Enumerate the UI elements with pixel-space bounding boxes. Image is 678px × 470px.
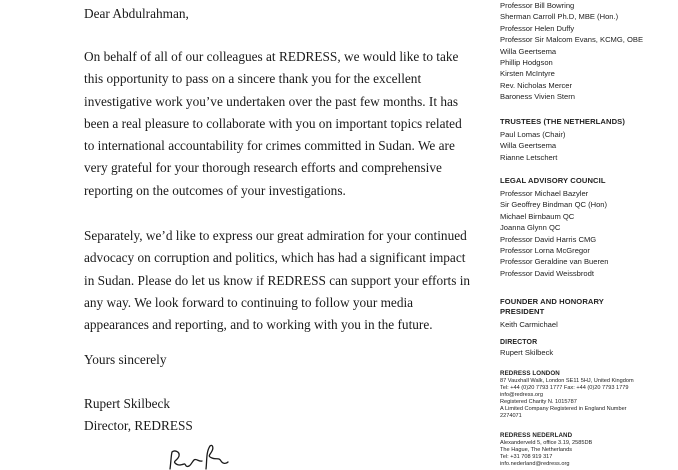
- closing: Yours sincerely: [84, 352, 167, 367]
- trustees-uk-list: [500, 0, 678, 103]
- trustee-name: Baroness Vivien Stern: [500, 92, 575, 102]
- legal-council-heading: LEGAL ADVISORY COUNCIL: [500, 176, 606, 185]
- address-line: Alexanderveld 5, office 3.19, 2585DB: [500, 440, 593, 446]
- redress-nederland-section: [500, 432, 678, 468]
- salutation: Dear Abdulrahman,: [84, 6, 189, 21]
- founder-heading-line2: PRESIDENT: [500, 307, 545, 316]
- address-line: Tel: +44 (0)20 7793 1777 Fax: +44 (0)20 7793 1779: [500, 385, 629, 391]
- address-line: A Limited Company Registered in England Number: [500, 406, 627, 412]
- address-line: The Hague, The Netherlands: [500, 447, 573, 453]
- founder-section: [500, 297, 678, 330]
- trustee-name: Professor Sir Malcom Evans, KCMG, OBE: [500, 35, 644, 45]
- trustees-uk-section: [500, 0, 678, 103]
- director-name: Rupert Skilbeck: [500, 348, 554, 357]
- redress-london-section: [500, 370, 678, 420]
- paragraph-1: On behalf of all of our colleagues at REDRESS, we would like to take this opportunity to pass on a sincere thank you for the excellent investigative work you’ve undertaken over the past few months. It has been a real pleasure to collaborate with you on important topics related to international accountability for crimes committed in Sudan. We are very grateful for your thorough research efforts and comprehensive reporting on the outcomes of your investigations.: [84, 49, 462, 198]
- address-line: 2274071: [500, 413, 522, 419]
- director-heading: DIRECTOR: [500, 339, 538, 346]
- council-member-name: Professor David Weissbrodt: [500, 268, 594, 278]
- legal-council-list: [500, 188, 678, 279]
- address-line: 87 Vauxhall Walk, London SE11 5HJ, United Kingdom: [500, 378, 634, 384]
- trustee-name: Professor Helen Duffy: [500, 23, 575, 33]
- paragraph-2: Separately, we’d like to express our great admiration for your continued advocacy on corruption and politics, which has had a significant impact in Sudan. Please do let us know if REDRESS can support your efforts in any way. We look forward to continuing to follow your media appearances and reporting, and to working with you in the future.: [84, 228, 471, 333]
- council-member-name: Professor Geraldine van Bueren: [500, 257, 609, 267]
- trustee-name: Willa Geertsema: [500, 46, 557, 56]
- council-member-name: Michael Birnbaum QC: [500, 211, 575, 221]
- redress-nederland-details: [500, 440, 678, 468]
- trustee-name: Professor Bill Bowring: [500, 1, 575, 10]
- address-line: Tel: +31 708 919 317: [500, 454, 553, 460]
- signer-title: Director, REDRESS: [84, 418, 193, 433]
- trustee-name: Rev. Nicholas Mercer: [500, 80, 573, 90]
- council-member-name: Sir Geoffrey Bindman QC (Hon): [500, 200, 608, 210]
- address-line: Registered Charity N. 1015787: [500, 399, 577, 405]
- trustees-nl-section: [500, 117, 678, 163]
- legal-council-section: [500, 176, 678, 279]
- founder-name: Keith Carmichael: [500, 320, 558, 329]
- director-section: [500, 339, 678, 358]
- address-line: info@redress.org: [500, 392, 543, 398]
- trustee-name: Kirsten McIntyre: [500, 69, 555, 79]
- trustee-name: Phillip Hodgson: [500, 58, 553, 68]
- council-member-name: Professor David Harris CMG: [500, 234, 597, 244]
- address-line: info.nederland@redress.org: [500, 461, 570, 467]
- council-member-name: Professor Lorna McGregor: [500, 246, 590, 256]
- redress-london-heading: REDRESS LONDON: [500, 370, 560, 377]
- council-member-name: Professor Michael Bazyler: [500, 189, 589, 198]
- council-member-name: Joanna Glynn QC: [500, 223, 561, 233]
- handwritten-signature: [166, 440, 261, 470]
- signer-name: Rupert Skilbeck: [84, 396, 171, 411]
- trustee-name: Sherman Carroll Ph.D, MBE (Hon.): [500, 12, 619, 22]
- trustees-nl-list: [500, 129, 678, 163]
- redress-nederland-heading: REDRESS NEDERLAND: [500, 432, 573, 439]
- redress-london-details: [500, 378, 678, 420]
- trustee-nl-name: Willa Geertsema: [500, 141, 557, 151]
- trustee-nl-name: Paul Lomas (Chair): [500, 130, 566, 139]
- trustees-nl-heading: TRUSTEES (THE NETHERLANDS): [500, 117, 625, 126]
- trustee-nl-name: Rianne Letschert: [500, 152, 558, 162]
- founder-heading-line1: FOUNDER AND HONORARY: [500, 297, 604, 306]
